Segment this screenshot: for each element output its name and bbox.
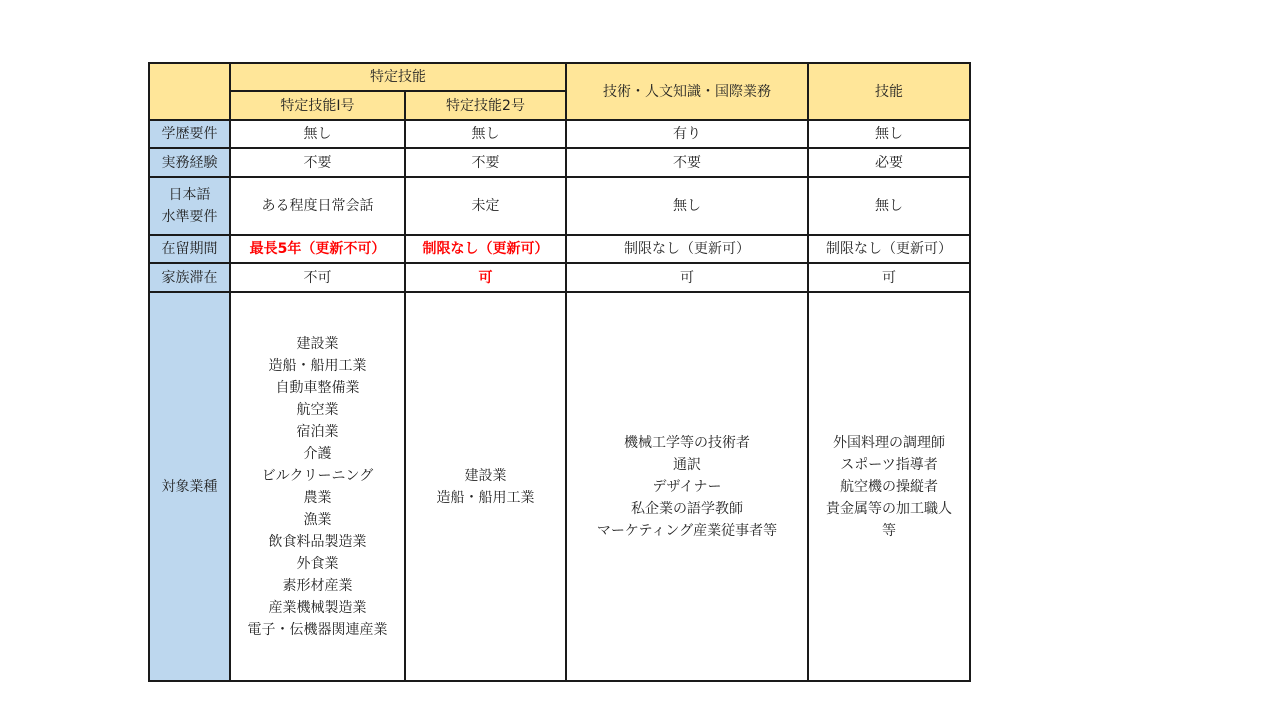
experience-ss2: 不要 [405,148,566,177]
row-experience [149,148,970,177]
list-item: 農業 [303,489,332,506]
header-specified-skill: 特定技能 [230,63,566,91]
list-item: ビルクリーニング [261,467,374,484]
list-item: スポーツ指導者 [840,456,938,473]
list-item: デザイナー [652,478,722,495]
list-item: 建設業 [464,467,507,484]
list-item: 航空機の操縦者 [840,478,938,495]
list-item: 私企業の語学教師 [631,500,743,517]
header-skill: 技能 [808,63,970,120]
row-family [149,263,970,292]
header-ss1: 特定技能I号 [230,91,405,120]
list-item: 宿泊業 [296,423,339,440]
corner-cell [149,63,230,120]
list-item: マーケティング産業従事者等 [596,522,778,539]
list-item: 航空業 [296,401,339,418]
list-item: 通訳 [673,456,701,473]
stay-period-ss1: 最長5年（更新不可） [230,235,405,263]
education-ss2: 無し [405,120,566,148]
list-item: 等 [882,522,896,539]
row-label-occupations: 対象業種 [149,292,230,681]
occupations-ss2 [405,292,566,681]
list-item: 外食業 [296,555,339,572]
education-ss1: 無し [230,120,405,148]
education-engineer: 有り [566,120,808,148]
row-japanese [149,177,970,235]
list-item: 造船・船用工業 [436,489,535,506]
family-ss1: 不可 [230,263,405,292]
list-item: 自動車整備業 [275,379,360,396]
header-engineer: 技術・人文知識・国際業務 [566,63,808,120]
family-ss2: 可 [405,263,566,292]
experience-engineer: 不要 [566,148,808,177]
list-item: 建設業 [296,335,339,352]
row-label-japanese-line2: 水準要件 [161,209,218,225]
family-engineer: 可 [566,263,808,292]
list-item: 外国料理の調理師 [833,434,945,451]
occupations-ss1 [230,292,405,681]
row-occupations [149,292,970,681]
list-item: 飲食料品製造業 [268,533,367,550]
header-row-1 [149,63,970,91]
visa-comparison-table [148,62,971,682]
row-label-japanese [149,177,230,235]
stay-period-ss2: 制限なし（更新可） [405,235,566,263]
row-label-japanese-line1: 日本語 [168,187,211,203]
stay-period-engineer: 制限なし（更新可） [566,235,808,263]
list-item: 貴金属等の加工職人 [826,500,952,517]
list-item: 機械工学等の技術者 [624,434,750,451]
list-item: 漁業 [303,511,332,528]
row-label-education: 学歴要件 [149,120,230,148]
row-label-experience: 実務経験 [149,148,230,177]
list-item: 介護 [303,445,332,462]
japanese-engineer: 無し [566,177,808,235]
row-label-stay-period: 在留期間 [149,235,230,263]
experience-ss1: 不要 [230,148,405,177]
list-item: 電子・伝機器関連産業 [247,621,388,638]
stay-period-skill: 制限なし（更新可） [808,235,970,263]
experience-skill: 必要 [808,148,970,177]
occupations-skill [808,292,970,681]
occupations-engineer [566,292,808,681]
japanese-ss1: ある程度日常会話 [230,177,405,235]
list-item: 素形材産業 [282,577,353,594]
family-skill: 可 [808,263,970,292]
row-label-family: 家族滞在 [149,263,230,292]
education-skill: 無し [808,120,970,148]
japanese-ss2: 未定 [405,177,566,235]
header-ss2: 特定技能2号 [405,91,566,120]
row-stay-period [149,235,970,263]
japanese-skill: 無し [808,177,970,235]
list-item: 造船・船用工業 [268,357,367,374]
list-item: 産業機械製造業 [268,599,367,616]
row-education [149,120,970,148]
